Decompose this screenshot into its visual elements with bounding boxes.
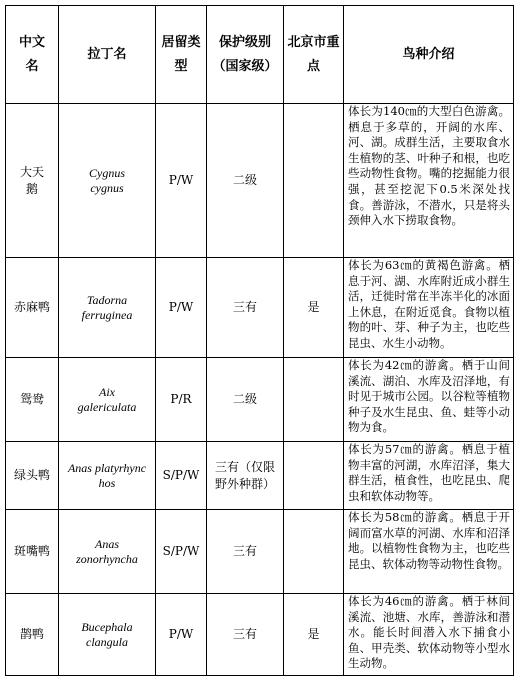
header-protection-level: 保护级别（国家级） xyxy=(207,6,284,104)
protection-cell: 三有（仅限野外种群） xyxy=(207,442,284,510)
latin-name-cell: Anas platyrhynchos xyxy=(59,442,156,510)
intro-cell: 体长为57㎝的游禽。栖息于植物丰富的河湖，水库沼泽，集大群生活，植食性，也吃昆虫、爬虫和软体动物等。 xyxy=(344,442,514,510)
protection-cell: 二级 xyxy=(207,358,284,442)
table-row xyxy=(6,258,514,358)
protection-cell: 三有 xyxy=(207,258,284,358)
cn-name-cell: 绿头鸭 xyxy=(6,442,59,510)
beijing-key-cell: 是 xyxy=(284,258,344,358)
beijing-key-cell: 是 xyxy=(284,594,344,676)
header-residence-type: 居留类型 xyxy=(156,6,207,104)
latin-name-cell: Anas zonorhyncha xyxy=(59,510,156,594)
latin-name-cell: Bucephala clangula xyxy=(59,594,156,676)
table-row xyxy=(6,442,514,510)
cn-name-cell: 赤麻鸭 xyxy=(6,258,59,358)
table-row xyxy=(6,104,514,258)
protection-cell: 三有 xyxy=(207,594,284,676)
cn-name-cell: 鸳鸯 xyxy=(6,358,59,442)
header-beijing-key: 北京市重点 xyxy=(284,6,344,104)
residence-cell: P/W xyxy=(156,594,207,676)
protection-cell: 三有 xyxy=(207,510,284,594)
bird-species-table xyxy=(5,5,514,676)
beijing-key-cell xyxy=(284,358,344,442)
residence-cell: P/W xyxy=(156,104,207,258)
cn-name-cell: 大天鹅 xyxy=(6,104,59,258)
residence-cell: P/R xyxy=(156,358,207,442)
cn-name-cell: 鹊鸭 xyxy=(6,594,59,676)
beijing-key-cell xyxy=(284,510,344,594)
residence-cell: S/P/W xyxy=(156,510,207,594)
intro-cell: 体长为140㎝的大型白色游禽。栖息于多草的，开阔的水库、河、湖。成群生活，主要取食水生植物的茎、叶种子和根，也吃些动物性食物。嘴的挖掘能力很强，甚至挖泥下0.5米深处找食。善游泳，不潜水，只是将头颈伸入水下捞取食物。 xyxy=(344,104,514,258)
latin-name-cell: Cygnus cygnus xyxy=(59,104,156,258)
latin-name-cell: Aix galericulata xyxy=(59,358,156,442)
header-latin-name: 拉丁名 xyxy=(59,6,156,104)
intro-cell: 体长为46㎝的游禽。栖于林间溪流、池塘、水库，善游泳和潜水。能长时间潜入水下捕食小鱼、甲壳类、软体动物等小型水生动物。 xyxy=(344,594,514,676)
protection-cell: 二级 xyxy=(207,104,284,258)
intro-cell: 体长为58㎝的游禽。栖息于开阔而富水草的河湖、水库和沼泽地。以植物性食物为主，也吃些昆虫、软体动物等动物性食物。 xyxy=(344,510,514,594)
latin-name-cell: Tadorna ferruginea xyxy=(59,258,156,358)
table-row xyxy=(6,594,514,676)
residence-cell: P/W xyxy=(156,258,207,358)
cn-name-cell: 斑嘴鸭 xyxy=(6,510,59,594)
header-species-intro: 鸟种介绍 xyxy=(344,6,514,104)
header-cn-name: 中文名 xyxy=(6,6,59,104)
residence-cell: S/P/W xyxy=(156,442,207,510)
header-row xyxy=(6,6,514,104)
beijing-key-cell xyxy=(284,442,344,510)
beijing-key-cell xyxy=(284,104,344,258)
table-row xyxy=(6,358,514,442)
intro-cell: 体长为63㎝的黄褐色游禽。栖息于河、湖、水库附近成小群生活，迁徙时常在半冻半化的冰面上休息，在附近觅食。食物以植物的叶、芽、种子为主，也吃些昆虫、水生小动物。 xyxy=(344,258,514,358)
table-row xyxy=(6,510,514,594)
intro-cell: 体长为42㎝的游禽。栖于山间溪流、湖泊、水库及沼泽地，有时见于城市公园。以谷粒等植物种子及水生昆虫、鱼、蛙等小动物为食。 xyxy=(344,358,514,442)
